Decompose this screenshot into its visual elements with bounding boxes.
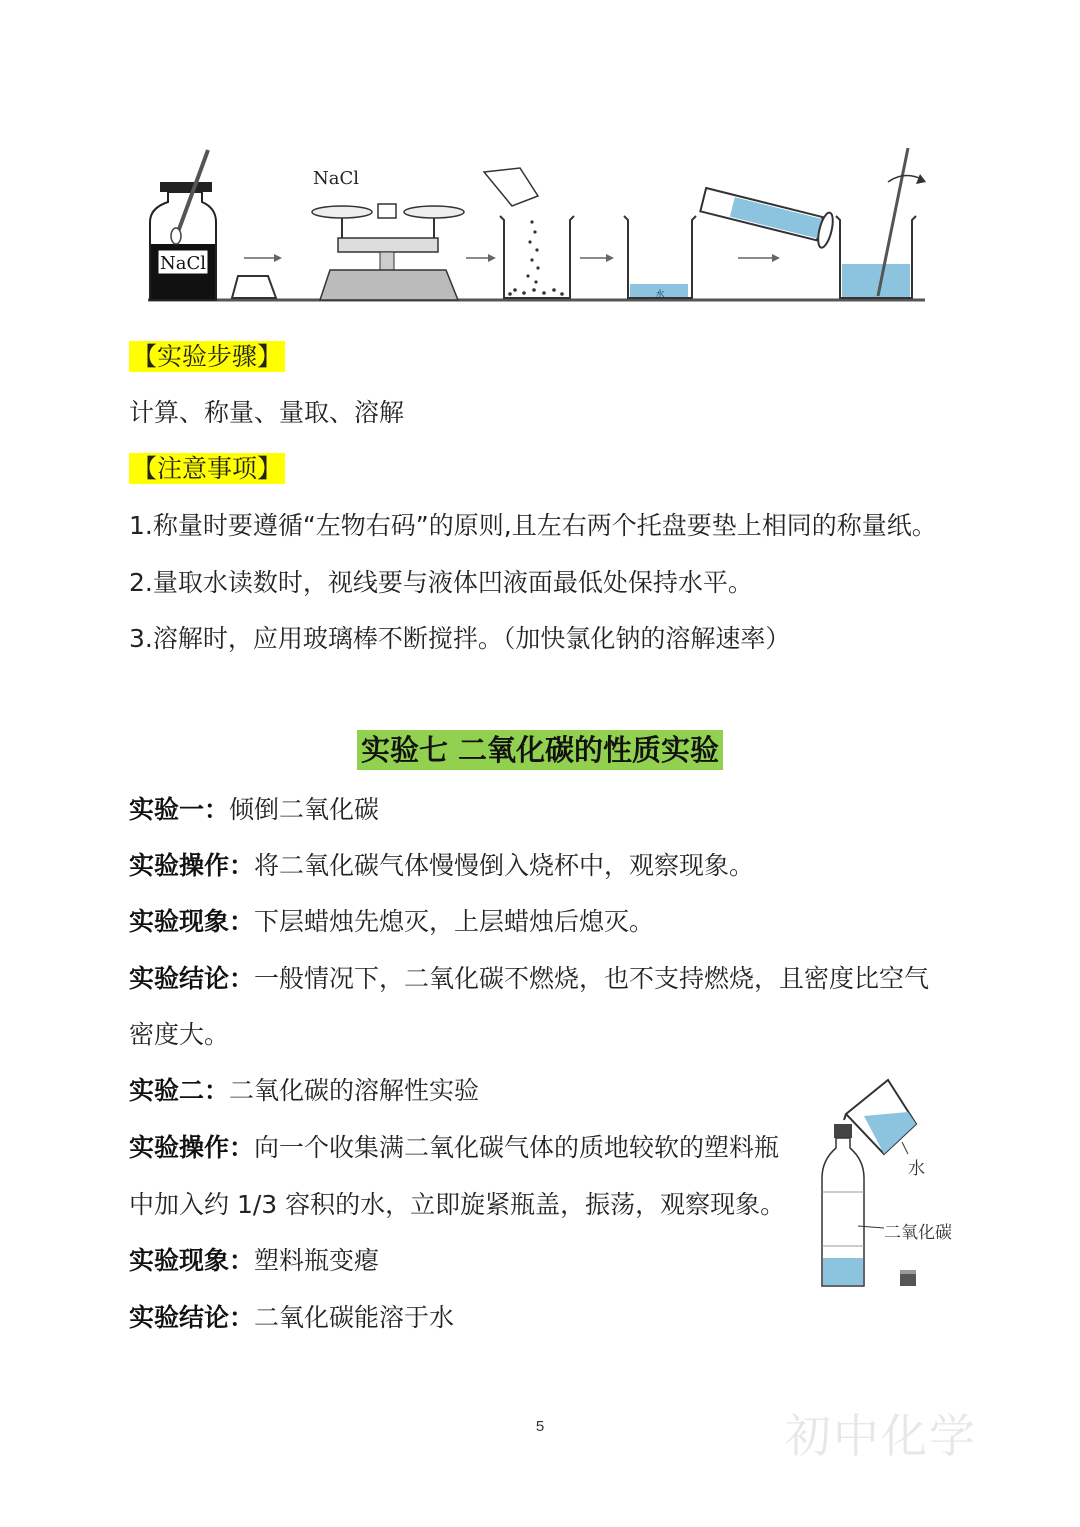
solution-preparation-figure <box>140 140 940 310</box>
steps-heading: 【实验步骤】 <box>129 341 285 372</box>
exp1-label: 实验一： <box>129 795 230 824</box>
experiment-title <box>0 728 1080 769</box>
exp1-phenomenon-label: 实验现象： <box>129 907 255 936</box>
note-item-1: 1.称量时要遵循“左物右码”的原则,且左右两个托盘要垫上相同的称量纸。 <box>129 511 937 540</box>
exp2-conclusion-line <box>129 1301 454 1335</box>
exp1-conclusion: 一般情况下，二氧化碳不燃烧，也不支持燃烧，且密度比空气 <box>254 964 930 993</box>
graduated-cylinder <box>699 182 836 249</box>
bottle-cap-small <box>900 1270 916 1286</box>
balance-label: NaCl <box>312 168 360 189</box>
exp2-conclusion: 二氧化碳能溶于水 <box>254 1303 455 1332</box>
co2-label: 二氧化碳 <box>884 1223 952 1243</box>
balance-scale <box>312 168 464 300</box>
note-item-2: 2.量取水读数时，视线要与液体凹液面最低处保持水平。 <box>129 568 753 597</box>
exp2-text: 二氧化碳的溶解性实验 <box>229 1076 480 1105</box>
exp1-conclusion-label: 实验结论： <box>129 964 255 993</box>
cup-water-label: 水 <box>908 1159 925 1179</box>
notes-heading: 【注意事项】 <box>129 453 285 484</box>
exp1-line <box>129 793 379 827</box>
nacl-bottle-label: NaCl <box>159 253 207 274</box>
exp1-conclusion-line <box>129 962 929 996</box>
exp1-operation-label: 实验操作： <box>129 851 255 880</box>
steps-content: 计算、称量、量取、溶解 <box>129 398 405 427</box>
experiment-title-text: 实验七 二氧化碳的性质实验 <box>357 730 723 770</box>
exp2-phenomenon: 塑料瓶变瘪 <box>254 1246 380 1275</box>
exp2-phenomenon-line <box>129 1244 379 1278</box>
exp2-line <box>129 1074 479 1108</box>
co2-bottle-figure <box>808 1074 978 1294</box>
arrow-icon <box>738 254 780 262</box>
beaker-with-water <box>624 216 696 300</box>
exp1-phenomenon-line <box>129 905 654 939</box>
exp1-conclusion-line-2: 密度大。 <box>129 1020 230 1049</box>
page-number: 5 <box>535 1418 545 1435</box>
water-label: 水 <box>655 290 665 300</box>
exp1-operation-line <box>129 849 754 883</box>
exp2-operation: 向一个收集满二氧化碳气体的质地较软的塑料瓶 <box>254 1133 780 1162</box>
exp2-label: 实验二： <box>129 1076 230 1105</box>
arrow-icon <box>244 254 282 262</box>
beaker-with-salt <box>484 168 574 298</box>
exp2-operation-label: 实验操作： <box>129 1133 255 1162</box>
exp1-operation: 将二氧化碳气体慢慢倒入烧杯中，观察现象。 <box>254 851 755 880</box>
arrow-icon <box>466 254 496 262</box>
exp2-operation-line <box>129 1131 779 1165</box>
exp1-phenomenon: 下层蜡烛先熄灭，上层蜡烛后熄灭。 <box>254 907 655 936</box>
exp1-text: 倾倒二氧化碳 <box>229 795 380 824</box>
beaker-stirring <box>836 148 926 298</box>
exp2-conclusion-label: 实验结论： <box>129 1303 255 1332</box>
watermark: 初中化学 <box>785 1409 977 1463</box>
bottle-cap <box>232 276 276 298</box>
nacl-reagent-bottle <box>150 150 216 300</box>
note-item-3: 3.溶解时，应用玻璃棒不断搅拌。（加快氯化钠的溶解速率） <box>129 624 791 653</box>
notes-heading-line <box>129 452 285 486</box>
steps-heading-line <box>129 340 285 374</box>
arrow-icon <box>580 254 614 262</box>
exp2-phenomenon-label: 实验现象： <box>129 1246 255 1275</box>
exp2-operation-line-2: 中加入约 1/3 容积的水，立即旋紧瓶盖，振荡，观察现象。 <box>129 1190 786 1219</box>
